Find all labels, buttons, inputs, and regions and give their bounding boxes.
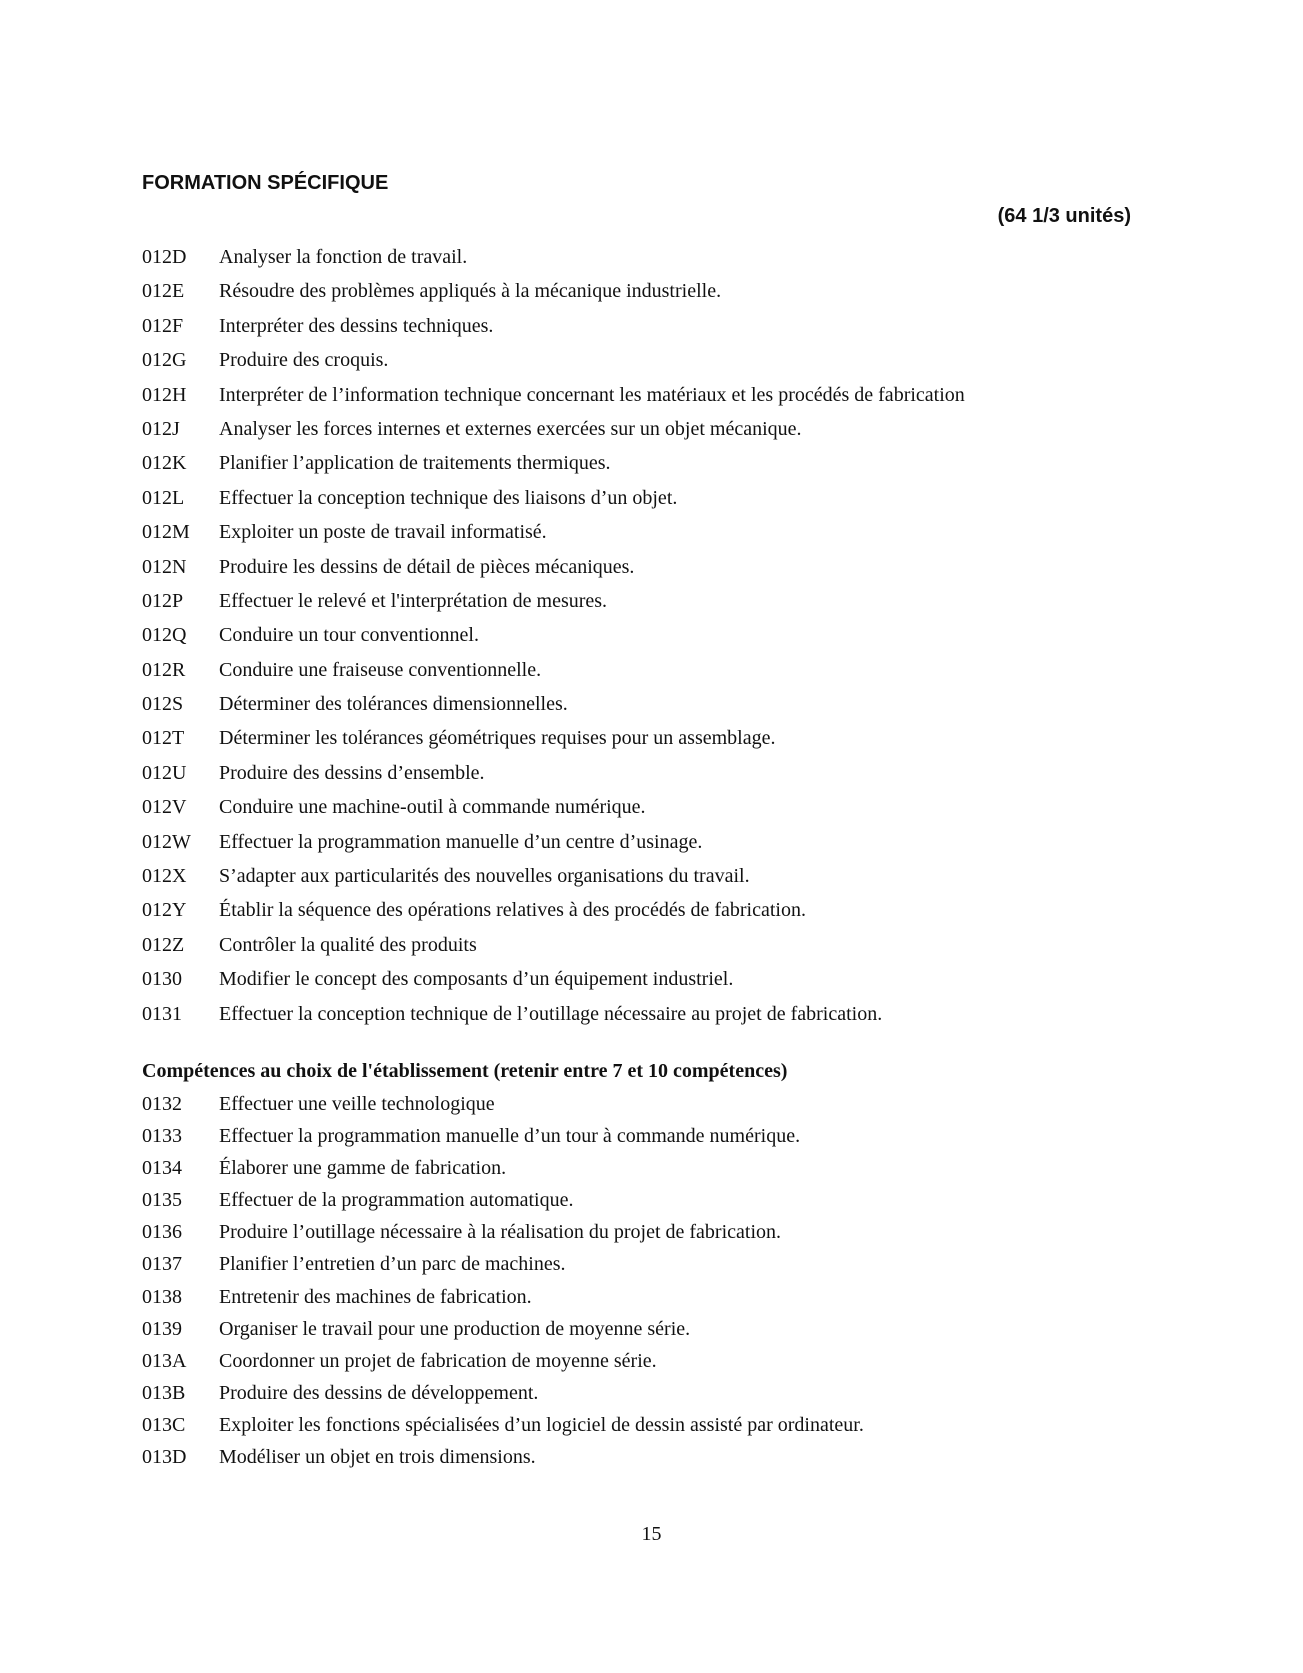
competency-text: S’adapter aux particularités des nouvelles organisations du travail.: [219, 865, 750, 888]
competency-code: 012Z: [142, 933, 185, 956]
list-item: [142, 280, 965, 314]
competency-text: Entretenir des machines de fabrication.: [219, 1285, 532, 1308]
competency-code: 0137: [142, 1253, 182, 1276]
competency-code: 0132: [142, 1093, 182, 1115]
list-item: [142, 1093, 864, 1125]
competency-text: Effectuer le relevé et l'interprétation de mesures.: [219, 589, 608, 612]
competency-code: 0136: [142, 1221, 182, 1244]
list-item: [142, 315, 965, 349]
list-item: [142, 1157, 864, 1189]
competency-text: Effectuer la programmation manuelle d’un centre d’usinage.: [219, 830, 703, 853]
competency-code: 012D: [142, 246, 187, 268]
optional-competency-list: [142, 1093, 864, 1478]
competency-text: Contrôler la qualité des produits: [219, 933, 477, 956]
competency-code: 0138: [142, 1285, 182, 1308]
competency-text: Déterminer des tolérances dimensionnelles.: [219, 693, 568, 716]
competency-code: 0135: [142, 1189, 182, 1212]
competency-text: Effectuer la conception technique de l’outillage nécessaire au projet de fabrication.: [219, 1002, 883, 1025]
competency-text: Exploiter un poste de travail informatisé.: [219, 521, 547, 544]
competency-code: 012K: [142, 452, 187, 475]
competency-code: 012P: [142, 589, 184, 612]
list-item: [142, 556, 965, 590]
list-item: [142, 418, 965, 452]
list-item: [142, 1003, 965, 1037]
optional-competencies-heading: Compétences au choix de l'établissement (retenir entre 7 et 10 compétences): [142, 1060, 788, 1082]
list-item: [142, 1253, 864, 1285]
competency-text: Produire des croquis.: [219, 349, 389, 372]
competency-text: Organiser le travail pour une production de moyenne série.: [219, 1317, 691, 1340]
competency-code: 012V: [142, 796, 187, 819]
competency-text: Déterminer les tolérances géométriques requises pour un assemblage.: [219, 727, 776, 750]
competency-text: Interpréter des dessins techniques.: [219, 314, 494, 337]
competency-code: 013B: [142, 1381, 186, 1404]
competency-text: Modifier le concept des composants d’un équipement industriel.: [219, 968, 734, 991]
competency-text: Coordonner un projet de fabrication de moyenne série.: [219, 1349, 657, 1372]
competency-text: Effectuer la programmation manuelle d’un tour à commande numérique.: [219, 1125, 801, 1148]
competency-text: Effectuer une veille technologique: [219, 1093, 495, 1115]
competency-text: Analyser les forces internes et externes exercées sur un objet mécanique.: [219, 417, 802, 440]
list-item: [142, 1189, 864, 1221]
competency-code: 012L: [142, 486, 185, 509]
competency-code: 012M: [142, 521, 190, 544]
list-item: [142, 487, 965, 521]
list-item: [142, 968, 965, 1002]
list-item: [142, 693, 965, 727]
competency-text: Exploiter les fonctions spécialisées d’un logiciel de dessin assisté par ordinateur.: [219, 1413, 864, 1436]
list-item: [142, 934, 965, 968]
list-item: [142, 1414, 864, 1446]
competency-list: [142, 246, 965, 1037]
list-item: [142, 796, 965, 830]
competency-text: Établir la séquence des opérations relatives à des procédés de fabrication.: [219, 899, 806, 922]
competency-code: 012T: [142, 727, 185, 750]
competency-code: 0133: [142, 1125, 182, 1148]
section-heading: FORMATION SPÉCIFIQUE: [142, 172, 389, 194]
competency-text: Conduire une fraiseuse conventionnelle.: [219, 658, 542, 681]
competency-text: Planifier l’entretien d’un parc de machines.: [219, 1253, 566, 1276]
list-item: [142, 384, 965, 418]
competency-code: 013A: [142, 1349, 187, 1372]
competency-text: Planifier l’application de traitements thermiques.: [219, 452, 611, 475]
list-item: [142, 1286, 864, 1318]
competency-text: Élaborer une gamme de fabrication.: [219, 1157, 507, 1180]
list-item: [142, 1382, 864, 1414]
list-item: [142, 246, 965, 280]
competency-text: Produire des dessins d’ensemble.: [219, 761, 485, 784]
competency-text: Conduire un tour conventionnel.: [219, 624, 479, 647]
competency-code: 0131: [142, 1002, 182, 1025]
list-item: [142, 831, 965, 865]
competency-code: 013D: [142, 1446, 187, 1469]
list-item: [142, 1125, 864, 1157]
competency-code: 012W: [142, 830, 191, 853]
competency-code: 012J: [142, 417, 180, 440]
competency-text: Conduire une machine-outil à commande numérique.: [219, 796, 646, 819]
list-item: [142, 899, 965, 933]
competency-code: 012G: [142, 349, 187, 372]
competency-code: 012Y: [142, 899, 187, 922]
list-item: [142, 659, 965, 693]
competency-code: 012X: [142, 865, 187, 888]
list-item: [142, 865, 965, 899]
competency-code: 012E: [142, 280, 185, 303]
list-item: [142, 1350, 864, 1382]
competency-text: Analyser la fonction de travail.: [219, 246, 468, 268]
competency-text: Résoudre des problèmes appliqués à la mécanique industrielle.: [219, 280, 722, 303]
competency-code: 0130: [142, 968, 182, 991]
competency-code: 012S: [142, 693, 184, 716]
competency-text: Produire des dessins de développement.: [219, 1381, 539, 1404]
competency-text: Produire les dessins de détail de pièces mécaniques.: [219, 555, 635, 578]
list-item: [142, 1446, 864, 1478]
competency-code: 012R: [142, 658, 186, 681]
competency-text: Effectuer de la programmation automatique.: [219, 1189, 574, 1212]
list-item: [142, 1318, 864, 1350]
competency-code: 0134: [142, 1157, 182, 1180]
competency-text: Produire l’outillage nécessaire à la réalisation du projet de fabrication.: [219, 1221, 782, 1244]
list-item: [142, 624, 965, 658]
list-item: [142, 521, 965, 555]
competency-text: Interpréter de l’information technique concernant les matériaux et les procédés de fabrication: [219, 383, 965, 406]
list-item: [142, 590, 965, 624]
competency-code: 012U: [142, 761, 187, 784]
competency-code: 013C: [142, 1413, 186, 1436]
list-item: [142, 1221, 864, 1253]
units-label: (64 1/3 unités): [997, 205, 1131, 227]
list-item: [142, 727, 965, 761]
competency-code: 012Q: [142, 624, 187, 647]
list-item: [142, 349, 965, 383]
list-item: [142, 762, 965, 796]
list-item: [142, 452, 965, 486]
page-number: 15: [641, 1523, 662, 1545]
competency-code: 012F: [142, 314, 184, 337]
competency-text: Modéliser un objet en trois dimensions.: [219, 1446, 536, 1469]
competency-code: 012N: [142, 555, 187, 578]
competency-text: Effectuer la conception technique des liaisons d’un objet.: [219, 486, 678, 509]
competency-code: 0139: [142, 1317, 182, 1340]
competency-code: 012H: [142, 383, 187, 406]
